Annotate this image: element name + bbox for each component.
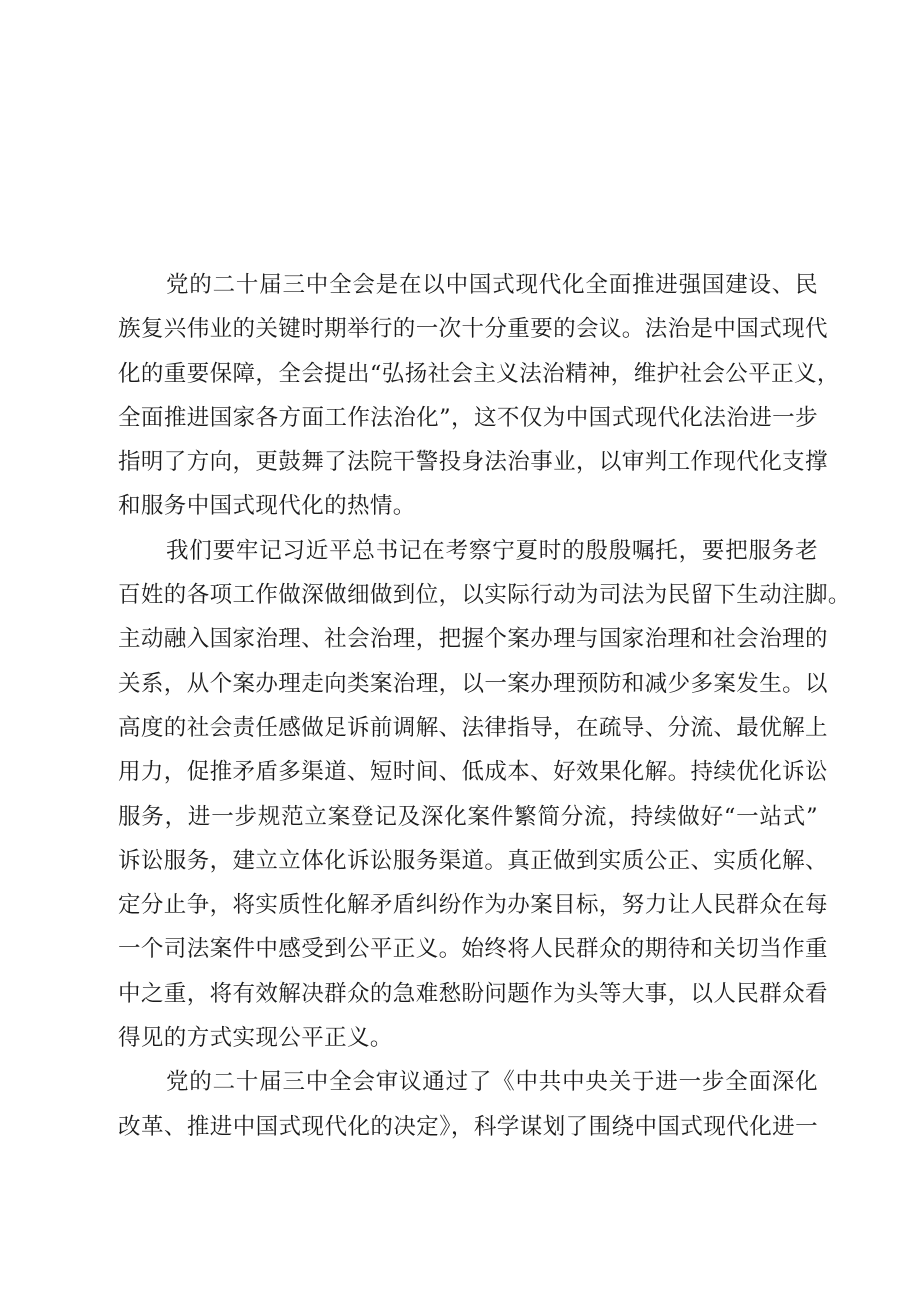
text-line: 定分止争，将实质性化解矛盾纠纷作为办案目标，努力让人民群众在每 (118, 892, 828, 919)
text-line: 诉讼服务，建立立体化诉讼服务渠道。真正做到实质公正、实质化解、 (118, 847, 828, 874)
text-line: 指明了方向，更鼓舞了法院干警投身法治事业，以审判工作现代化支撑 (118, 449, 828, 476)
text-line: 我们要牢记习近平总书记在考察宁夏时的殷殷嘱托，要把服务老 (166, 537, 818, 564)
document-body (118, 263, 851, 1149)
text-line: 党的二十届三中全会是在以中国式现代化全面推进强国建设、民 (166, 272, 818, 298)
text-line: 中之重，将有效解决群众的急难愁盼问题作为头等大事，以人民群众看 (118, 980, 828, 1007)
text-line: 党的二十届三中全会审议通过了《中共中央关于进一步全面深化 (166, 1069, 818, 1096)
text-line: 服务，进一步规范立案登记及深化案件繁简分流，持续做好“一站式” (118, 803, 818, 830)
text-line: 全面推进国家各方面工作法治化”，这不仅为中国式现代化法治进一步 (118, 404, 818, 431)
text-line: 化的重要保障，全会提出“弘扬社会主义法治精神，维护社会公平正义， (118, 360, 840, 387)
text-line: 改革、推进中国式现代化的决定》，科学谋划了围绕中国式现代化进一 (118, 1113, 818, 1140)
text-line: 和服务中国式现代化的热情。 (118, 493, 416, 520)
paragraph-1 (118, 263, 840, 529)
text-line: 百姓的各项工作做深做细做到位，以实际行动为司法为民留下生动注脚。 (118, 582, 851, 609)
text-line: 用力，促推矛盾多渠道、短时间、低成本、好效果化解。持续优化诉讼 (118, 759, 828, 786)
text-line: 得见的方式实现公平正义。 (118, 1025, 393, 1052)
paragraph-3 (118, 1060, 828, 1149)
text-line: 关系，从个案办理走向类案治理，以一案办理预防和减少多案发生。以 (118, 670, 828, 697)
text-line: 族复兴伟业的关键时期举行的一次十分重要的会议。法治是中国式现代 (118, 316, 828, 343)
text-line: 一个司法案件中感受到公平正义。始终将人民群众的期待和关切当作重 (118, 936, 828, 963)
text-line: 主动融入国家治理、社会治理，把握个案办理与国家治理和社会治理的 (118, 626, 828, 653)
text-line: 高度的社会责任感做足诉前调解、法律指导，在疏导、分流、最优解上 (118, 714, 828, 741)
paragraph-2 (118, 529, 851, 1061)
